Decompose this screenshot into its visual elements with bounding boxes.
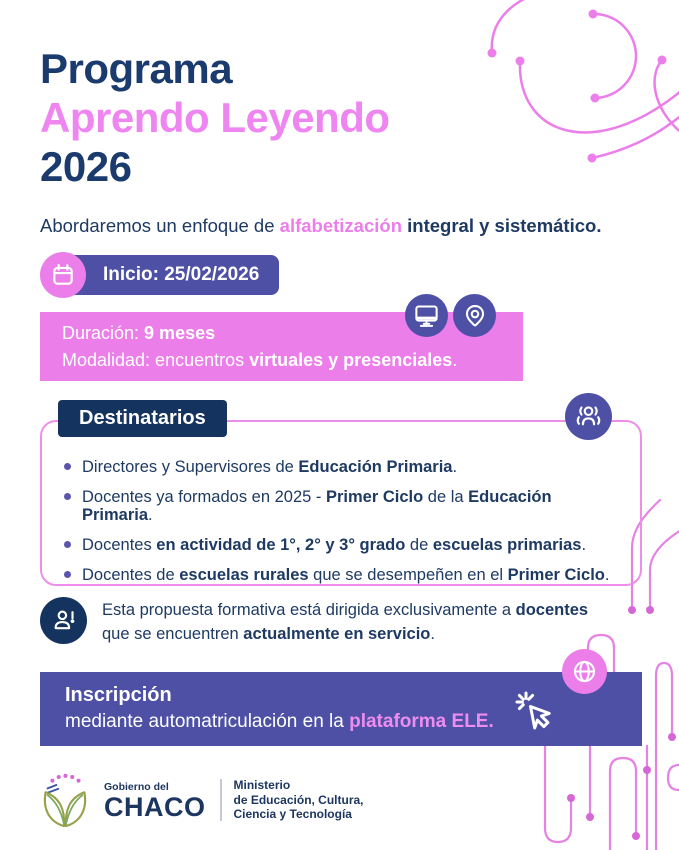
ministry-line: Ciencia y Tecnología xyxy=(233,807,352,822)
list-item xyxy=(64,458,624,476)
gov-big-label: CHACO xyxy=(104,791,206,822)
location-pin-icon xyxy=(453,294,496,337)
list-item-text: Docentes de escuelas rurales que se desempeñen en el Primer Ciclo. xyxy=(82,566,610,584)
audience-icon xyxy=(565,393,612,440)
bullet-dot xyxy=(64,463,71,470)
list-item xyxy=(64,488,624,524)
title-line-1: Programa xyxy=(40,45,233,92)
monitor-icon xyxy=(405,294,448,337)
person-alert-icon xyxy=(40,597,87,644)
bullet-dot xyxy=(64,571,71,578)
list-item-text: Docentes en actividad de 1°, 2° y 3° grado de escuelas primarias. xyxy=(82,536,587,554)
modality-line: Modalidad: encuentros virtuales y presenciales. xyxy=(62,350,458,370)
government-wordmark xyxy=(104,781,206,820)
destinatarios-section xyxy=(40,400,642,586)
duration-modality-box xyxy=(40,312,523,381)
destinatarios-list xyxy=(64,458,624,584)
list-item xyxy=(64,536,624,554)
gov-small-label: Gobierno del xyxy=(104,780,169,793)
note xyxy=(40,596,615,646)
list-item-text: Directores y Supervisores de Educación Primaria. xyxy=(82,458,458,476)
bullet-dot xyxy=(64,493,71,500)
ministry-line: Ministerio xyxy=(233,778,291,793)
start-date-label: Inicio: 25/02/2026 xyxy=(55,255,279,295)
bullet-dot xyxy=(64,541,71,548)
inscription-title: Inscripción xyxy=(65,684,172,706)
footer xyxy=(36,770,364,830)
ministry-line: de Educación, Cultura, xyxy=(233,792,364,807)
chaco-logo xyxy=(36,770,94,830)
subtitle: Abordaremos un enfoque de alfabetización integral y sistemático. xyxy=(40,215,602,236)
title-line-2: Aprendo Leyendo xyxy=(40,94,390,141)
list-item xyxy=(64,566,624,584)
cursor-click-icon xyxy=(514,690,556,732)
destinatarios-header: Destinatarios xyxy=(58,400,227,437)
calendar-icon xyxy=(40,252,86,298)
globe-icon xyxy=(562,649,607,694)
note-text: Esta propuesta formativa está dirigida exclusivamente a docentes que se encuentren actualmente en servicio. xyxy=(102,601,589,643)
inscription-box xyxy=(40,672,642,746)
ministry-name xyxy=(234,778,364,822)
footer-divider xyxy=(220,779,222,821)
destinatarios-box xyxy=(40,420,642,586)
title-line-3: 2026 xyxy=(40,143,132,190)
duration-line: Duración: 9 meses xyxy=(62,323,216,343)
inscription-text: mediante automatriculación en la plataforma ELE. xyxy=(65,711,494,732)
list-item-text: Docentes ya formados en 2025 - Primer Ciclo de la Educación Primaria. xyxy=(82,488,552,524)
page-title xyxy=(40,44,390,191)
